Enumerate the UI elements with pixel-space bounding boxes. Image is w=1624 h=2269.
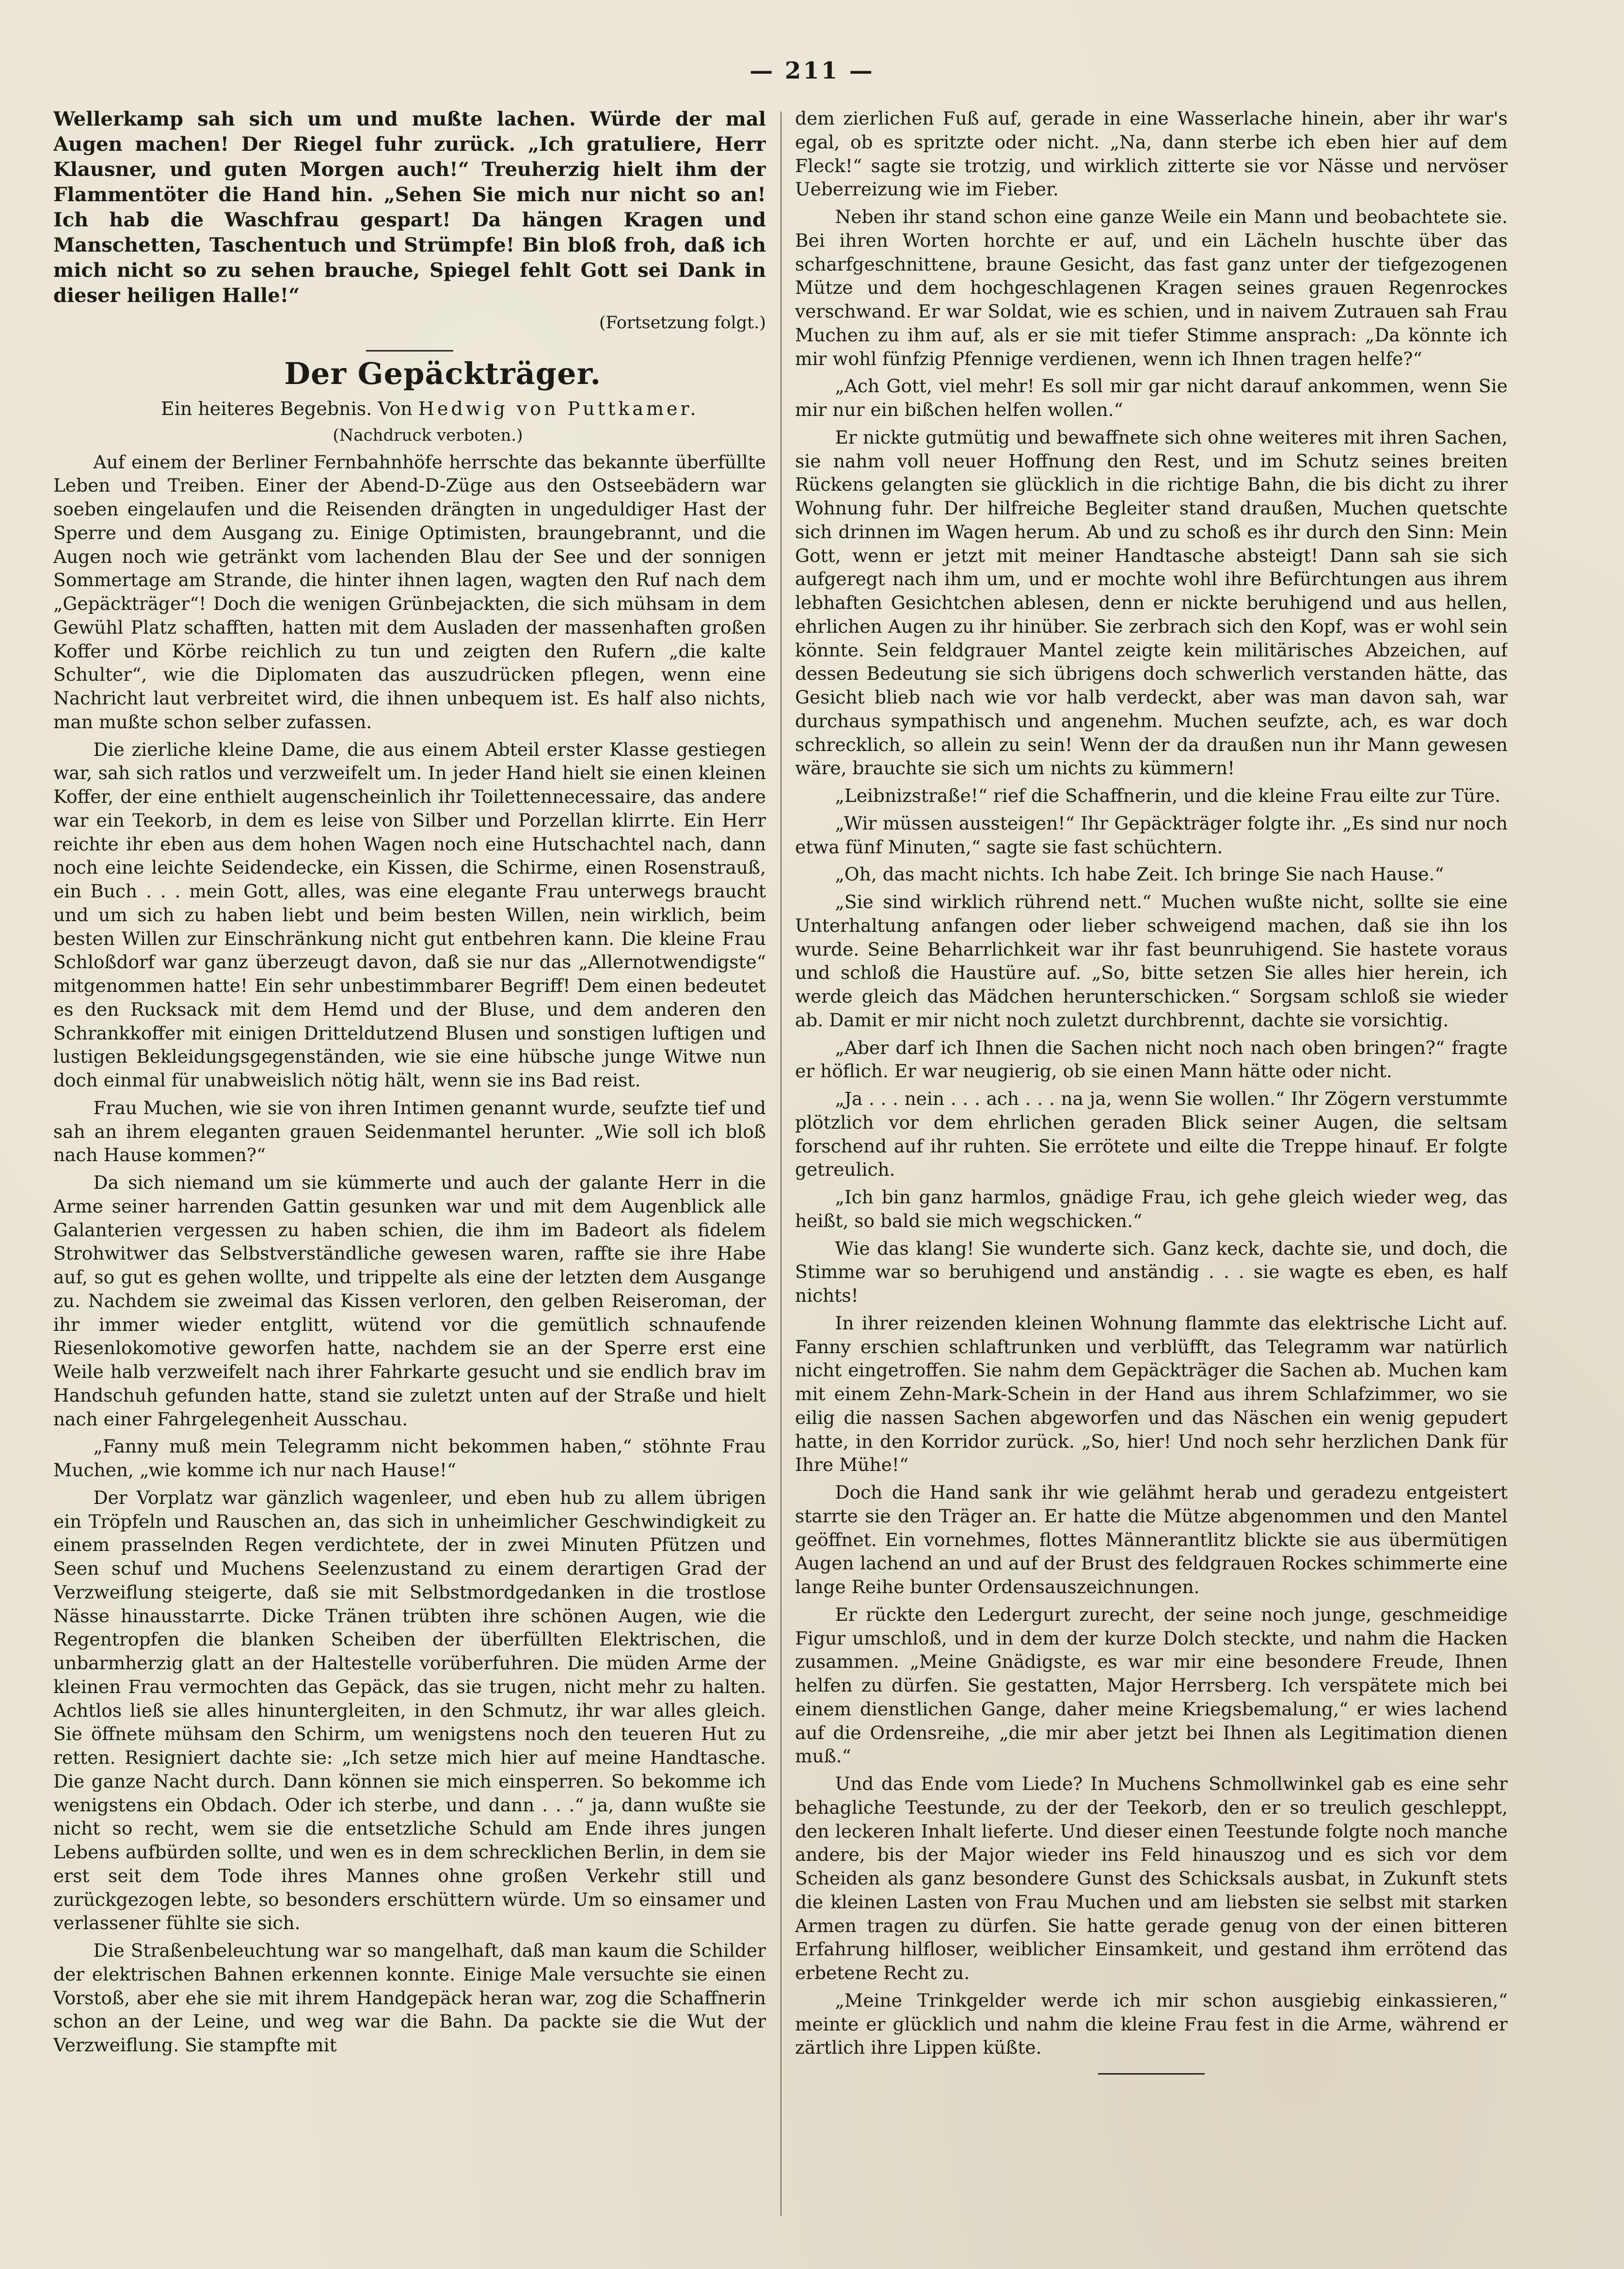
paragraph: Auf einem der Berliner Fernbahnhöfe herrschte das bekannte überfüllte Leben und Treiben. Einer der Abend-D-Züge aus den Ostseebädern war soeben eingelaufen und die Reisenden drängten in ungeduldiger Hast der Sperre und dem Ausgang zu. Einige Optimisten, braungebrannt, und die Augen noch wie getränkt vom lachenden Blau der See und der sonnigen Sommertage am Strande, die hinter ihnen lagen, wagten den Ruf nach dem „Gepäckträger“! Doch die wenigen Grünbejackten, die sich mühsam in dem Gewühl Platz schafften, hatten mit dem Ausladen der massenhaften großen Koffer und Körbe reichlich zu tun und zeigten den Rufern „die kalte Schulter“, wie die Diplomaten das auszudrücken pflegen, wenn eine Nachricht laut verbreitet wird, die ihnen unbequem ist. Es half also nichts, man mußte schon selber zufassen. bbox=[53, 451, 766, 733]
page-number: — 211 — bbox=[749, 57, 875, 84]
byline-prefix: Ein heiteres Begebnis. Von bbox=[161, 398, 413, 420]
right-column bbox=[795, 107, 1508, 2230]
end-rule bbox=[1098, 2073, 1205, 2075]
author: Hedwig von Puttkamer. bbox=[418, 398, 699, 420]
paragraph: Wie das klang! Sie wunderte sich. Ganz keck, dachte sie, und doch, die Stimme war so beruhigend und anständig . . . sie wagte es eben, es half nichts! bbox=[795, 1237, 1508, 1306]
paragraph: „Meine Trinkgelder werde ich mir schon ausgiebig einkassieren,“ meinte er glücklich und nahm die kleine Frau fest in die Arme, während er zärtlich ihre Lippen küßte. bbox=[795, 1989, 1508, 2059]
reprint-notice: (Nachdruck verboten.) bbox=[333, 426, 523, 446]
paragraph: Und das Ende vom Liede? In Muchens Schmollwinkel gab es eine sehr behagliche Teestunde, zu der der Teekorb, den er so treulich geschleppt, den leckeren Inhalt lieferte. Und dieser einen Teestunde folgte noch manche andere, bis der Major wieder ins Feld hinauszog und es sich vor dem Scheiden als ganz besondere Gunst des Schicksals ausbat, in Zukunft stets die kleinen Lasten von Frau Muchen und am liebsten sie selbst mit starken Armen tragen zu dürfen. Sie hatte gerade genug von der einen bitteren Erfahrung hilfloser, weiblicher Einsamkeit, und gestand ihm errötend das erbetene Recht zu. bbox=[795, 1773, 1508, 1983]
paragraph: In ihrer reizenden kleinen Wohnung flammte das elektrische Licht auf. Fanny erschien schlaftrunken und verblüfft, das Telegramm war natürlich nicht eingetroffen. Sie nahm dem Gepäckträger die Sachen ab. Muchen kam mit einem Zehn-Mark-Schein in der Hand aus ihrem Schlafzimmer, wo sie eilig die nassen Sachen abgeworfen und das Näschen ein wenig gepudert hatte, in den Korridor zurück. „So, hier! Und noch sehr herzlichen Dank für Ihre Mühe!“ bbox=[795, 1312, 1508, 1476]
paragraph: „Leibnizstraße!“ rief die Schaffnerin, und die kleine Frau eilte zur Türe. bbox=[835, 785, 1501, 806]
paragraph: „Ich bin ganz harmlos, gnädige Frau, ich gehe gleich wieder weg, das heißt, so bald sie mich wegschicken.“ bbox=[795, 1186, 1508, 1231]
paragraph: „Wir müssen aussteigen!“ Ihr Gepäckträger folgte ihr. „Es sind nur noch etwa fünf Minuten,“ sagte sie fast schüchtern. bbox=[795, 812, 1508, 858]
paragraph: Da sich niemand um sie kümmerte und auch der galante Herr in die Arme seiner harrenden Gattin gesunken war und mit dem Augenblick alle Galanterien vergessen zu haben schien, die ihm im Badeort als fidelem Strohwitwer das Selbstverständliche gewesen waren, raffte sie ihre Habe auf, so gut es gehen wollte, und trippelte als eine der letzten dem Ausgange zu. Nachdem sie zweimal das Kissen verloren, den gelben Reiseroman, der ihr immer wieder entglitt, wütend vor die gemütlich schnaufende Riesenlokomotive geworfen hatte, nachdem sie an der Sperre erst eine Weile halb verzweifelt nach ihrer Fahrkarte gesucht und sie endlich brav im Handschuh gefunden hatte, stand sie zuletzt unten auf der Straße und hielt nach einer Fahrgelegenheit Ausschau. bbox=[53, 1172, 766, 1430]
story-title: Der Gepäckträger. bbox=[284, 355, 602, 391]
paragraph: Die zierliche kleine Dame, die aus einem Abteil erster Klasse gestiegen war, sah sich ratlos und verzweifelt um. In jeder Hand hielt sie einen kleinen Koffer, der eine enthielt augenscheinlich ihr Toilettennecessaire, das andere war ein Teekorb, in dem es leise von Silber und Porzellan klirrte. Ein Herr reichte ihr eben aus dem hohen Wagen noch eine Hutschachtel nach, dann noch eine leichte Seidendecke, ein Kissen, die Schirme, einen Rosenstrauß, ein Buch . . . mein Gott, alles, was eine elegante Frau unterwegs braucht und um sich zu haben liebt und beim besten Willen, nein wirklich, beim besten Willen zur Einschränkung nicht gut entbehren kann. Die kleine Frau Schloßdorf war ganz überzeugt davon, daß sie nur das „Allernotwendigste“ mitgenommen hatte! Ein sehr unbestimmbarer Begriff! Dem einen bedeutet es den Rucksack mit dem Hemd und der Bluse, und dem anderen den Schrankkoffer mit einigen Dritteldutzend Blusen und sonstigen luftigen und lustigen Bekleidungsgegenständen, wie sie eine hübsche junge Witwe nun doch einmal für unabweislich nötig hält, wenn sie ins Bad reist. bbox=[53, 738, 766, 1091]
paragraph: „Ach Gott, viel mehr! Es soll mir gar nicht darauf ankommen, wenn Sie mir nur ein bißchen helfen wollen.“ bbox=[795, 375, 1508, 420]
paragraph: Doch die Hand sank ihr wie gelähmt herab und geradezu entgeistert starrte sie den Träger an. Er hatte die Mütze abgenommen und den Mantel geöffnet. Ein vornehmes, flottes Männerantlitz blickte sie aus übermütigen Augen lachend an und auf der Brust des feldgrauen Rockes schimmerte eine lange Reihe bunter Ordensauszeichnungen. bbox=[795, 1482, 1508, 1598]
column-divider bbox=[780, 112, 781, 2216]
paragraph: „Aber darf ich Ihnen die Sachen nicht noch nach oben bringen?“ fragte er höflich. Er war neugierig, ob sie einen Mann hätte oder nicht. bbox=[795, 1037, 1508, 1082]
paragraph: „Ja . . . nein . . . ach . . . na ja, wenn Sie wollen.“ Ihr Zögern verstummte plötzlich vor dem ehrlichen geraden Blick seiner Augen, die seltsam forschend auf ihr ruhten. Sie errötete und eilte die Treppe hinauf. Er folgte getreulich. bbox=[795, 1088, 1508, 1181]
paragraph: „Fanny muß mein Telegramm nicht bekommen haben,“ stöhnte Frau Muchen, „wie komme ich nur nach Hause!“ bbox=[53, 1436, 766, 1481]
paragraph: dem zierlichen Fuß auf, gerade in eine Wasserlache hinein, aber ihr war's egal, ob es spritzte oder nicht. „Na, dann sterbe ich eben hier auf dem Fleck!“ sagte sie trotzig, und wirklich zitterte sie vor Nässe und nervöser Ueberreizung wie im Fieber. bbox=[795, 108, 1508, 200]
title-rule bbox=[366, 350, 453, 352]
paragraph: Die Straßenbeleuchtung war so mangelhaft, daß man kaum die Schilder der elektrischen Bahnen erkennen konnte. Einige Male versuchte sie einen Vorstoß, aber ehe sie mit ihrem Handgepäck heran war, zog die Schaffnerin schon an der Leine, und weg war die Bahn. Da packte sie die Wut der Verzweiflung. Sie stampfte mit bbox=[53, 1940, 766, 2056]
paragraph: Er nickte gutmütig und bewaffnete sich ohne weiteres mit ihren Sachen, sie nahm voll neuer Hoffnung den Rest, und im Schutz seines breiten Rückens gelangten sie glücklich in die richtige Bahn, die bis dicht zu ihrer Wohnung fuhr. Der hilfreiche Begleiter stand draußen, Muchen quetschte sich drinnen im Wagen herum. Ab und zu schoß es ihr durch den Sinn: Mein Gott, wenn er jetzt mit meiner Handtasche absteigt! Dann sah sie sich aufgeregt nach ihm um, und er mochte wohl ihre Befürchtungen aus ihrem lebhaften Gesichtchen ablesen, denn er nickte beruhigend und aus hellen, ehrlichen Augen zu ihr hinüber. Sie zerbrach sich den Kopf, was er wohl sein könnte. Sein feldgrauer Mantel zeigte kein militärisches Abzeichen, auf dessen Bedeutung sie sich übrigens doch schwerlich verstanden hätte, das Gesicht blieb nach wie vor halb verdeckt, aber was man davon sah, war durchaus sympathisch und angenehm. Muchen seufzte, ach, es war doch schrecklich, so allein zu sein! Wenn der da draußen nun ihr Mann gewesen wäre, brauchte sie sich um nichts zu kümmern! bbox=[795, 426, 1508, 779]
left-column bbox=[53, 107, 766, 2230]
previous-story-ending: Wellerkamp sah sich um und mußte lachen. Würde der mal Augen machen! Der Riegel fuhr zurück. „Ich gratuliere, Herr Klausner, und guten Morgen auch!“ Treuherzig hielt ihm der Flammentöter die Hand hin. „Sehen Sie mich nur nicht so an! Ich hab die Waschfrau gespart! Da hängen Kragen und Manschetten, Taschentuch und Strümpfe! Bin bloß froh, daß ich mich nicht so zu sehen brauche, Spiegel fehlt Gott sei Dank in dieser heiligen Halle!“ bbox=[53, 108, 766, 307]
byline bbox=[53, 397, 766, 421]
paragraph: „Sie sind wirklich rührend nett.“ Muchen wußte nicht, sollte sie eine Unterhaltung anfangen oder lieber schweigend machen, daß sie ihn los wurde. Seine Beharrlichkeit war ihr fast beunruhigend. Sie hastete voraus und schloß die Haustüre auf. „So, bitte setzen Sie alles hier herein, ich werde gleich das Mädchen herunterschicken.“ Sorgsam schloß sie wieder ab. Damit er mir nicht noch zuletzt durchbrennt, dachte sie vorsichtig. bbox=[795, 891, 1508, 1031]
paragraph: Neben ihr stand schon eine ganze Weile ein Mann und beobachtete sie. Bei ihren Worten horchte er auf, und ein Lächeln huschte über das scharfgeschnittene, braune Gesicht, das fast ganz unter der tiefgezogenen Mütze und dem hochgeschlagenen Kragen seines grauen Regenrockes verschwand. Er war Soldat, wie es schien, und in naivem Zutrauen sah Frau Muchen zu ihm auf, als er sie mit tiefer Stimme ansprach: „Da könnte ich mir wohl fünfzig Pfennige verdienen, wenn ich Ihnen tragen helfe?“ bbox=[795, 206, 1508, 369]
paragraph: Frau Muchen, wie sie von ihren Intimen genannt wurde, seufzte tief und sah an ihrem eleganten grauen Seidenmantel herunter. „Wie soll ich bloß nach Hause kommen?“ bbox=[53, 1097, 766, 1166]
continuation-note: (Fortsetzung folgt.) bbox=[599, 313, 766, 333]
paragraph: Er rückte den Ledergurt zurecht, der seine noch junge, geschmeidige Figur umschloß, und in dem der kurze Dolch steckte, und nahm die Hacken zusammen. „Meine Gnädigste, es war mir eine besondere Freude, Ihnen helfen zu dürfen. Sie gestatten, Major Herrsberg. Ich verspätete mich bei einem dienstlichen Gange, daher meine Kriegsbemalung,“ er wies lachend auf die Ordensreihe, „die mir aber jetzt bei Ihnen als Legitimation dienen muß.“ bbox=[795, 1603, 1508, 1767]
paragraph: „Oh, das macht nichts. Ich habe Zeit. Ich bringe Sie nach Hause.“ bbox=[835, 863, 1444, 885]
paragraph: Der Vorplatz war gänzlich wagenleer, und eben hub zu allem übrigen ein Tröpfeln und Rauschen an, das sich in unheimlicher Geschwindigkeit zu einem prasselnden Regen verdichtete, der in zwei Minuten Pfützen und Seen schuf und Muchens Seelenzustand zu einem derartigen Grad der Verzweiflung steigerte, daß sie mit Selbstmordgedanken in die trostlose Nässe hinausstarrte. Dicke Tränen trübten ihre schönen Augen, wie die Regentropfen die blanken Scheiben der überfüllten Elektrischen, die unbarmherzig glatt an der Haltestelle vorüberfuhren. Die müden Arme der kleinen Frau vermochten das Gepäck, das sie trugen, nicht mehr zu halten. Achtlos ließ sie alles hinuntergleiten, in den Schmutz, ihr war alles gleich. Sie öffnete mühsam den Schirm, um wenigstens noch den teueren Hut zu retten. Resigniert dachte sie: „Ich setze mich hier auf meine Handtasche. Die ganze Nacht durch. Dann können sie mich einsperren. So bekomme ich wenigstens ein Obdach. Oder ich sterbe, und dann . . .“ ja, dann wußte sie nicht so recht, wem sie die entsetzliche Schuld am Ende ihres jungen Lebens aufbürden sollte, und wen es in dem schrecklichen Berlin, in dem sie erst seit dem Tode ihres Mannes ohne großen Verkehr still und zurückgezogen lebte, so besonders erschüttern würde. Um so einsamer und verlassener fühlte sie sich. bbox=[53, 1486, 766, 1934]
